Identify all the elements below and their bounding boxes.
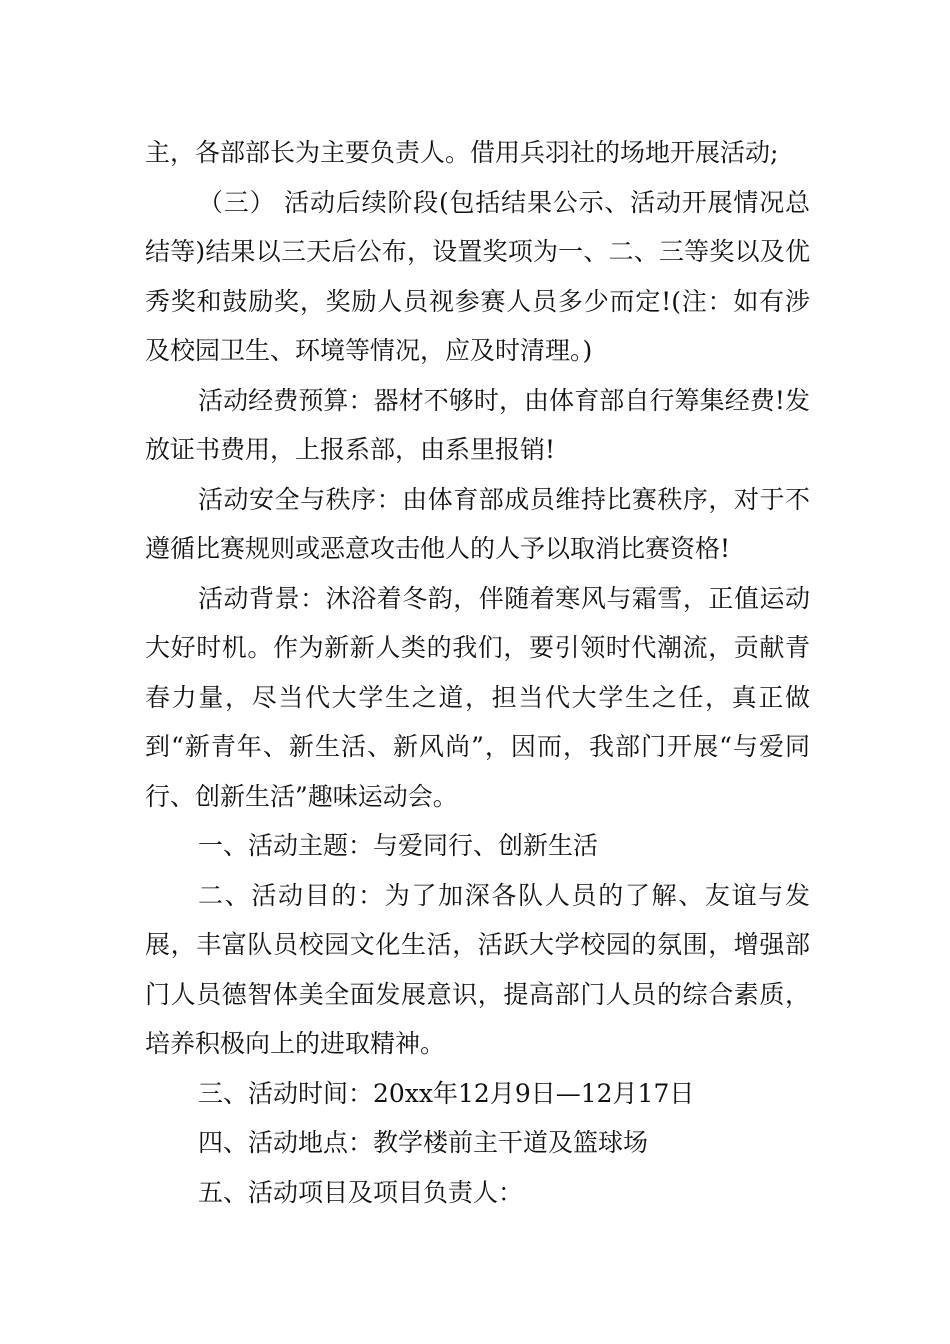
paragraph-continuation: 主，各部部长为主要负责人。借用兵羽社的场地开展活动; (145, 138, 779, 167)
paragraph-purpose: 二、活动目的：为了加深各队人员的了解、友谊与发展，丰富队员校园文化生活，活跃大学校园的氛围，增强部门人员德智体美全面发展意识，提高部门人员的综合素质，培养积极向上的进取精神。 (145, 880, 810, 1058)
paragraph-background: 活动背景：沐浴着冬韵，伴随着寒风与霜雪，正值运动大好时机。作为新新人类的我们，要引领时代潮流，贡献青春力量，尽当代大学生之道，担当代大学生之任，真正做到“新青年、新生活、新风尚”，因而，我部门开展“与爱同行、创新生活”趣味运动会。 (145, 583, 810, 811)
paragraph-budget: 活动经费预算：器材不够时，由体育部自行筹集经费!发放证书费用，上报系部，由系里报销! (145, 385, 810, 464)
paragraph-theme: 一、活动主题：与爱同行、创新生活 (198, 831, 599, 860)
paragraph-location: 四、活动地点：教学楼前主干道及篮球场 (198, 1128, 649, 1157)
paragraph-safety-order: 活动安全与秩序：由体育部成员维持比赛秩序，对于不遵循比赛规则或恶意攻击他人的人予以取消比赛资格! (145, 484, 810, 563)
paragraph-time: 三、活动时间：20xx年12月9日—12月17日 (198, 1078, 695, 1108)
paragraph-follow-up-stage: （三） 活动后续阶段(包括结果公示、活动开展情况总结等)结果以三天后公布，设置奖项为一、二、三等奖以及优秀奖和鼓励奖，奖励人员视参赛人员多少而定!(注：如有涉及校园卫生、环境等情况，应及时清理。) (145, 187, 810, 365)
document-body (145, 128, 810, 1217)
paragraph-projects: 五、活动项目及项目负责人： (198, 1177, 524, 1207)
